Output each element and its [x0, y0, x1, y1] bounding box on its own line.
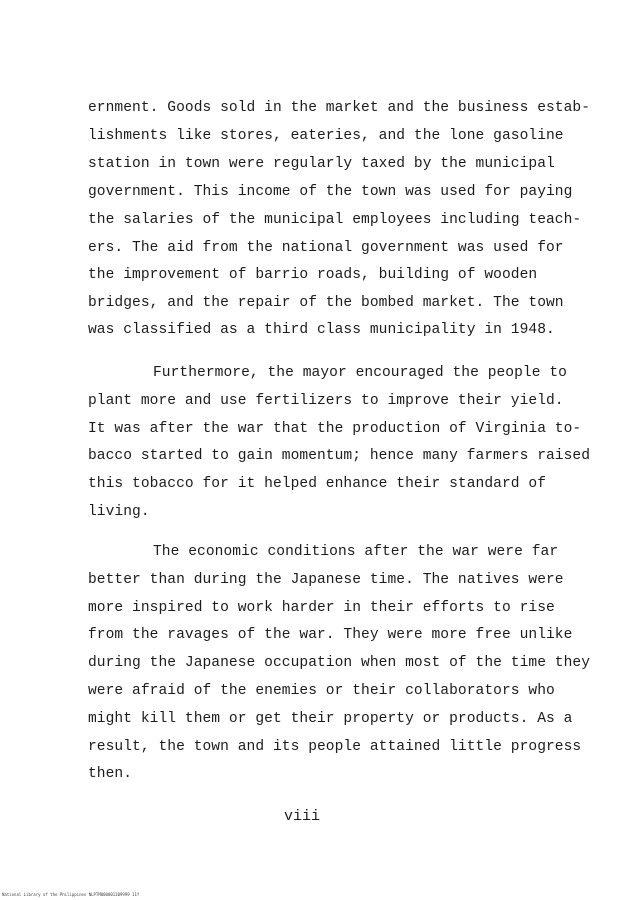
paragraph-1-line-6: ers. The aid from the national government was used for [88, 240, 564, 256]
paragraph-1-line-3: station in town were regularly taxed by the municipal [88, 156, 555, 172]
paragraph-1-line-8: bridges, and the repair of the bombed market. The town [88, 295, 564, 311]
paragraph-2-line-1: Furthermore, the mayor encouraged the people to [153, 365, 567, 381]
paragraph-3-line-6: were afraid of the enemies or their collaborators who [88, 683, 555, 699]
paragraph-1-line-4: government. This income of the town was used for paying [88, 184, 573, 200]
page-number: viii [284, 808, 321, 825]
paragraph-2-line-2: plant more and use fertilizers to improve their yield. [88, 393, 564, 409]
paragraph-1-line-1: ernment. Goods sold in the market and the business estab- [88, 100, 591, 116]
paragraph-3-line-7: might kill them or get their property or products. As a [88, 711, 573, 727]
paragraph-1-line-2: lishments like stores, eateries, and the lone gasoline [88, 128, 564, 144]
paragraph-2-line-4: bacco started to gain momentum; hence many farmers raised [88, 448, 591, 464]
paragraph-3-line-9: then. [88, 766, 133, 782]
paragraph-3-line-4: from the ravages of the war. They were more free unlike [88, 627, 573, 643]
paragraph-3-line-1: The economic conditions after the war were far [153, 544, 559, 560]
paragraph-1-line-7: the improvement of barrio roads, building of wooden [88, 267, 538, 283]
paragraph-3-line-5: during the Japanese occupation when most of the time they [88, 655, 591, 671]
scan-footer: National Library of the Philippines NLPTM000001109999 11f [2, 892, 140, 897]
paragraph-3-line-2: better than during the Japanese time. The natives were [88, 572, 564, 588]
paragraph-3-line-3: more inspired to work harder in their efforts to rise [88, 600, 555, 616]
paragraph-2-line-5: this tobacco for it helped enhance their standard of [88, 476, 546, 492]
paragraph-1-line-9: was classified as a third class municipality in 1948. [88, 322, 555, 338]
paragraph-1-line-5: the salaries of the municipal employees including teach- [88, 212, 582, 228]
paragraph-3-line-8: result, the town and its people attained little progress [88, 739, 582, 755]
paragraph-2-line-3: It was after the war that the production of Virginia to- [88, 421, 582, 437]
paragraph-2-line-6: living. [88, 504, 150, 520]
